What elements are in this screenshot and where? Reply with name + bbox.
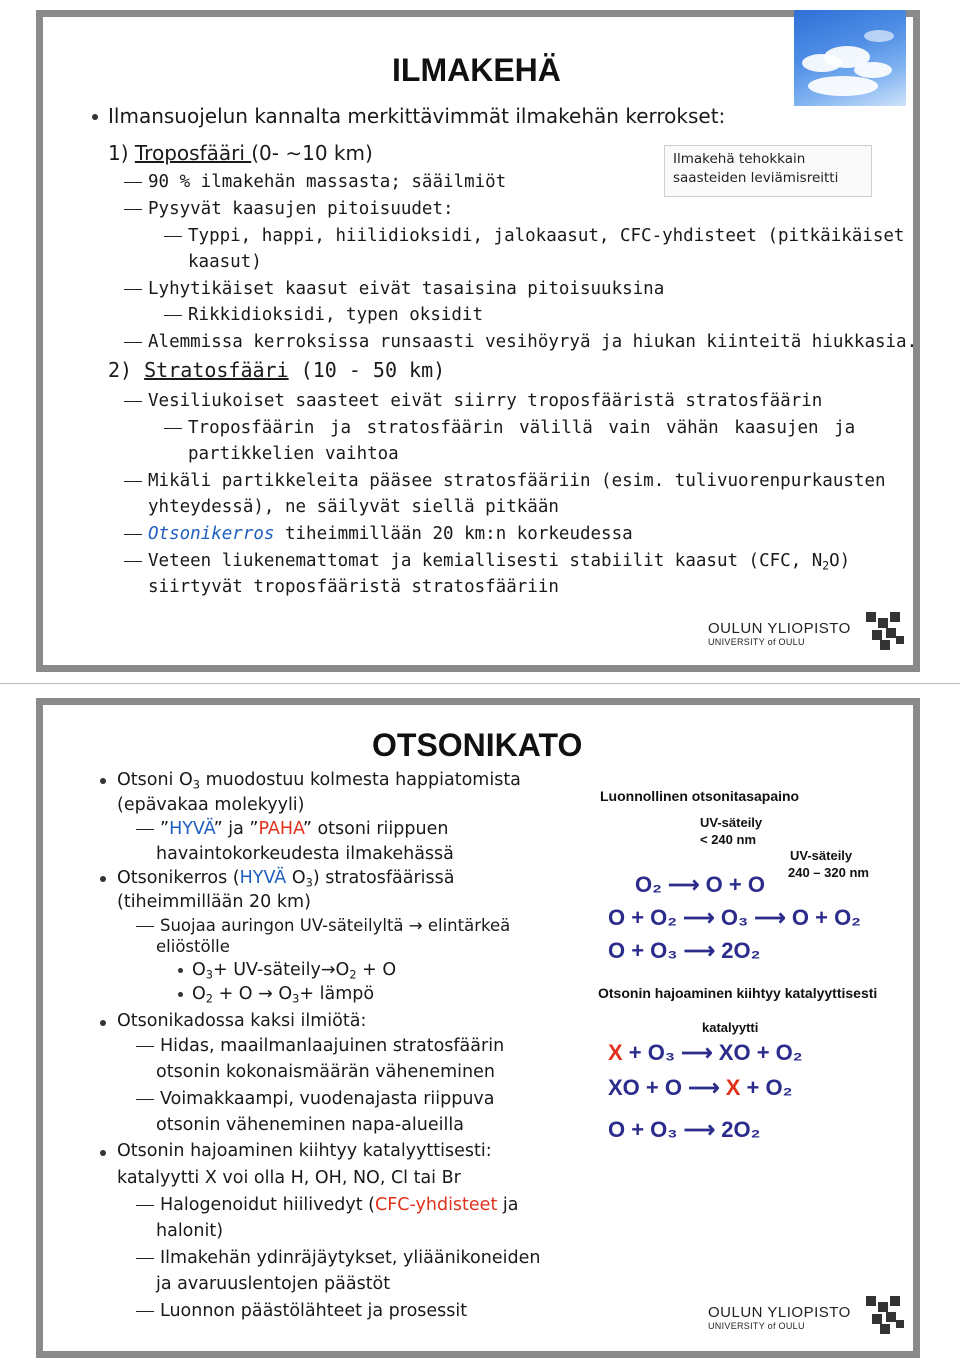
stratosphere-heading: 2) Stratosfääri (10 - 50 km) [108, 358, 446, 382]
depletion-2: Voimakkaampi, vuodenajasta riippuva [136, 1089, 495, 1109]
trop-item-4: Alemmissa kerroksissa runsaasti vesihöyryä ja hiukan kiinteitä hiukkasia. [124, 332, 917, 352]
ozone-layer: Otsonikerros (HYVÄ $O_3$) stratosfäärissä [117, 868, 455, 890]
uv-label-2b: 240 – 320 nm [788, 865, 869, 880]
uv-label-1: UV-säteily [700, 815, 763, 830]
catalysis-heading-cont: katalyytti X voi olla H, OH, NO, Cl tai Br [117, 1168, 461, 1188]
trop-item-1: 90 % ilmakehän massasta; sääilmiöt [124, 172, 506, 192]
university-logo: OULUN YLIOPISTO UNIVERSITY of OULU [708, 620, 851, 647]
troposphere-heading: 1) Troposfääri (0- ∼10 km) [108, 141, 373, 165]
strat-subitem-exchange-cont: partikkelien vaihtoa [188, 444, 399, 464]
equation-6: O + O₃ ⟶ 2O₂ [608, 1117, 761, 1142]
strat-subitem-exchange: Troposfäärin ja stratosfäärin välillä vain vähän kaasujen ja [164, 418, 855, 438]
trop-subitem-oxides: Rikkidioksidi, typen oksidit [164, 305, 483, 325]
uv-label-1b: < 240 nm [700, 832, 757, 847]
slide-title: ILMAKEHÄ [392, 52, 561, 88]
bullet [178, 968, 183, 973]
catalysis-heading: Otsonin hajoaminen kiihtyy katalyyttisesti: [117, 1141, 492, 1161]
depletion-1: Hidas, maailmanlaajuinen stratosfäärin [136, 1036, 504, 1056]
trop-subitem-gases-cont: kaasut) [188, 252, 262, 272]
ozone-def: Otsoni $O_3$ muodostuu kolmesta happiatomista [117, 770, 521, 792]
page-divider [0, 683, 960, 684]
equation-2: O + O₂ ⟶ O₃ ⟶ O + O₂ [608, 905, 861, 930]
bullet [100, 778, 106, 784]
sky-clouds-image [794, 10, 906, 106]
bullet [100, 1150, 106, 1156]
ozone-layer-cont: (tiheimmillään 20 km) [117, 892, 311, 912]
equation-1: O₂ ⟶ O + O [635, 872, 765, 897]
good-bad-ozone: ”HYVÄ” ja ”PAHA” otsoni riippuen [136, 819, 448, 839]
trop-subitem-gases: Typpi, happi, hiilidioksidi, jalokaasut, CFC-yhdisteet (pitkäikäiset [164, 226, 904, 246]
callout-note: Ilmakehä tehokkain saasteiden leviämisreitti [664, 145, 872, 197]
uv-label-2: UV-säteily [790, 848, 853, 863]
figure-heading-catalytic: Otsonin hajoaminen kiihtyy katalyyttisesti [598, 985, 878, 1001]
bullet [92, 114, 98, 120]
strat-item-3: Otsonikerros tiheimmillään 20 km:n korkeudessa [124, 524, 633, 544]
bullet [178, 992, 183, 997]
depletion-heading: Otsonikadossa kaksi ilmiötä: [117, 1011, 367, 1031]
university-emblem-icon [860, 606, 910, 656]
catalysis-3: Luonnon päästölähteet ja prosessit [136, 1301, 467, 1321]
ozone-def-cont: (epävakaa molekyyli) [117, 795, 305, 815]
good-bad-ozone-cont: havaintokorkeudesta ilmakehässä [156, 844, 454, 864]
catalysis-2-cont: ja avaruuslentojen päästöt [156, 1274, 391, 1294]
reaction-1: $O_3+$ $UV-säteily\to O_2 + O$ [192, 960, 397, 982]
trop-item-2: Pysyvät kaasujen pitoisuudet: [124, 199, 454, 219]
strat-item-1: Vesiliukoiset saasteet eivät siirry troposfääristä stratosfäärin [124, 391, 822, 411]
catalyst-label: katalyytti [702, 1020, 759, 1035]
equation-5: XO + O ⟶ X + O₂ [608, 1075, 793, 1100]
strat-item-4: Veteen liukenemattomat ja kemiallisesti stabiilit kaasut (CFC, $N_2O$) [124, 551, 850, 572]
reaction-2: $O_2 + O \to O_3+$ lämpö [192, 984, 375, 1006]
strat-item-2: Mikäli partikkeleita pääsee stratosfääriin (esim. tulivuorenpurkausten [124, 471, 886, 491]
catalysis-1: Halogenoidut hiilivedyt (CFC-yhdisteet ja [136, 1195, 518, 1215]
catalysis-2: Ilmakehän ydinräjäytykset, yliäänikoneiden [136, 1248, 540, 1268]
figure-heading-natural: Luonnollinen otsonitasapaino [600, 788, 800, 804]
strat-item-4-cont: siirtyvät troposfääristä stratosfääriin [148, 577, 559, 597]
slide-title: OTSONIKATO [372, 727, 583, 763]
intro-text: Ilmansuojelun kannalta merkittävimmät ilmakehän kerrokset: [108, 104, 726, 128]
strat-item-2-cont: yhteydessä), ne säilyvät siellä pitkään [148, 497, 559, 517]
depletion-2-cont: otsonin väheneminen napa-alueilla [156, 1115, 464, 1135]
bullet [100, 1020, 106, 1026]
university-logo: OULUN YLIOPISTO UNIVERSITY of OULU [708, 1304, 851, 1331]
uv-protection: Suojaa auringon UV-säteilyltä → elintärkeä [136, 916, 510, 935]
depletion-1-cont: otsonin kokonaismäärän väheneminen [156, 1062, 495, 1082]
uv-protection-cont: eliöstölle [156, 937, 230, 956]
bullet [100, 876, 106, 882]
catalysis-1-cont: halonit) [156, 1221, 224, 1241]
equation-3: O + O₃ ⟶ 2O₂ [608, 938, 761, 963]
trop-item-3: Lyhytikäiset kaasut eivät tasaisina pitoisuuksina [124, 279, 664, 299]
equation-4: X + O₃ ⟶ XO + O₂ [608, 1040, 803, 1065]
university-emblem-icon [860, 1290, 910, 1340]
